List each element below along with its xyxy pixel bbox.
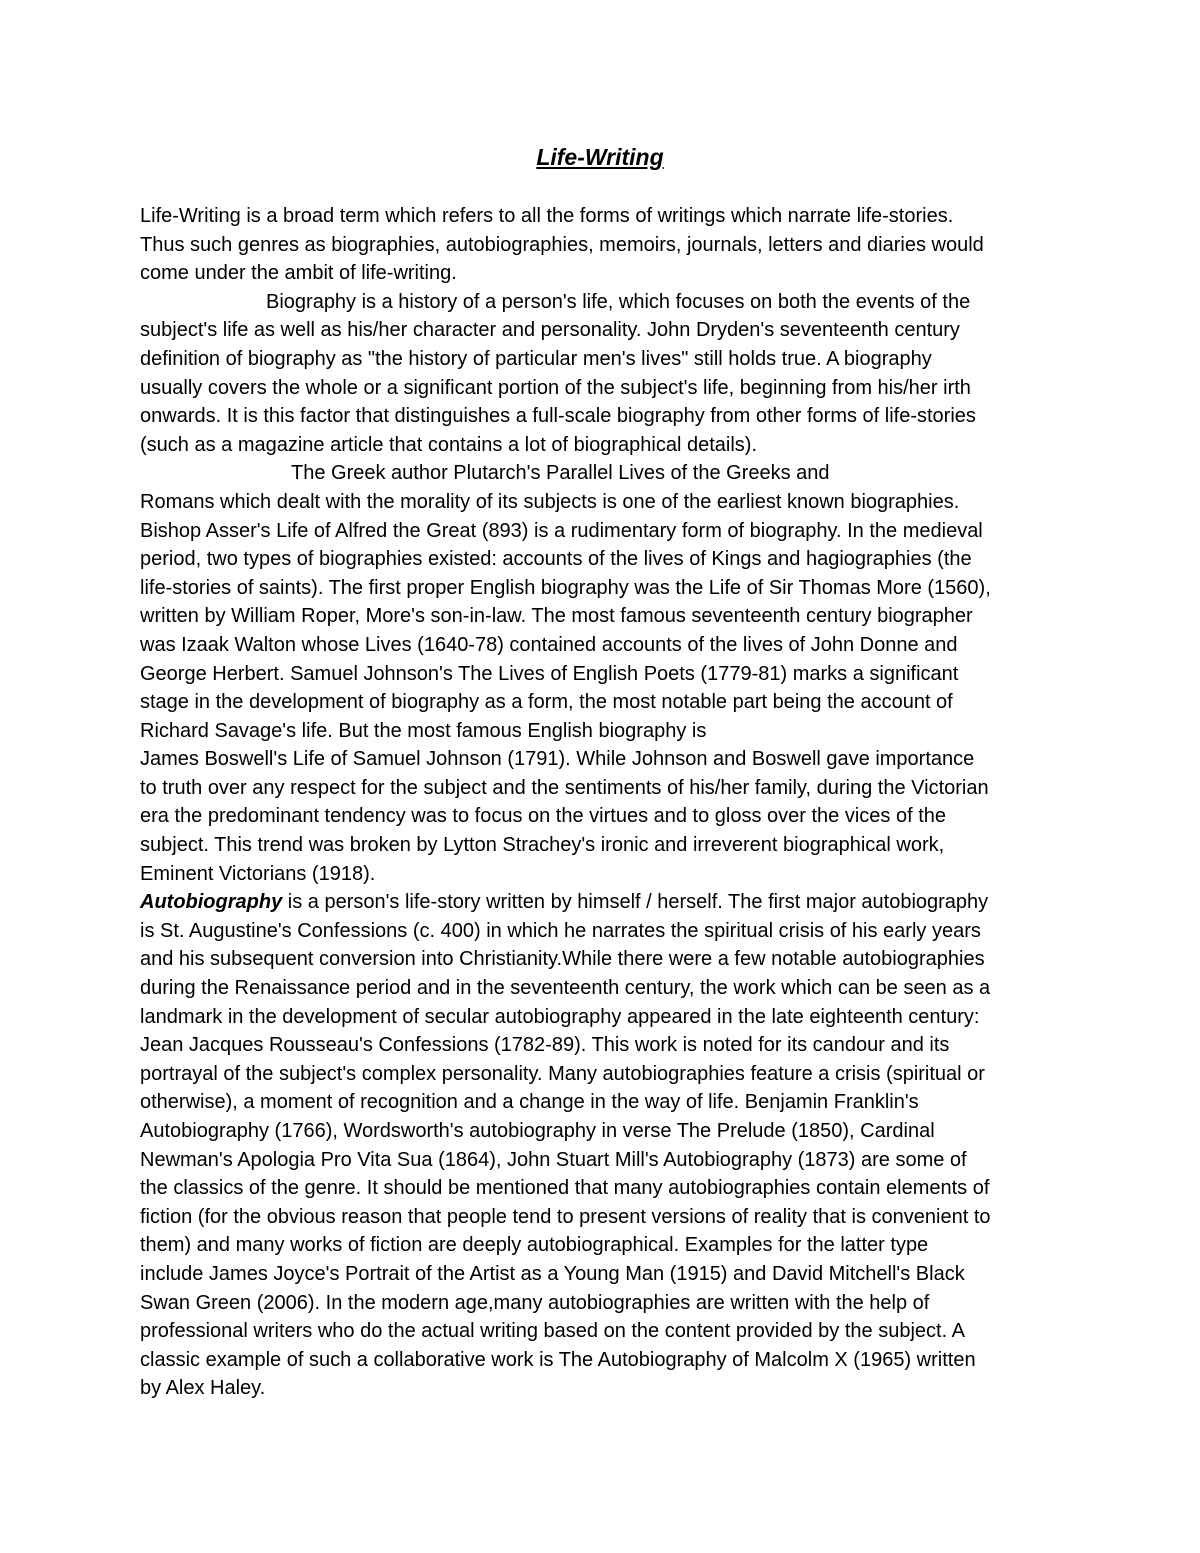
text-line: and his subsequent conversion into Christianity.While there were a few notable autobiographies: [140, 948, 985, 971]
text-line: (such as a magazine article that contains a lot of biographical details).: [140, 433, 758, 456]
text-line: stage in the development of biography as a form, the most notable part being the account of: [140, 691, 953, 714]
autobiography-first-line: [140, 888, 1080, 917]
autobiography-first-rest: is a person's life-story written by himself / herself. The first major autobiography: [282, 891, 989, 914]
text-line: period, two types of biographies existed: accounts of the lives of Kings and hagiographies (the: [140, 548, 972, 571]
text-line: Eminent Victorians (1918).: [140, 862, 376, 885]
text-line: life-stories of saints). The first proper English biography was the Life of Sir Thomas More (1560),: [140, 576, 991, 599]
text-line: Bishop Asser's Life of Alfred the Great (893) is a rudimentary form of biography. In the medieval: [140, 519, 983, 542]
text-line: Jean Jacques Rousseau's Confessions (1782-89). This work is noted for its candour and its: [140, 1034, 950, 1057]
text-line: the classics of the genre. It should be mentioned that many autobiographies contain elements of: [140, 1177, 990, 1200]
text-line: George Herbert. Samuel Johnson's The Lives of English Poets (1779-81) marks a significant: [140, 662, 959, 685]
text-line: professional writers who do the actual writing based on the content provided by the subject. A: [140, 1320, 965, 1343]
text-line: classic example of such a collaborative work is The Autobiography of Malcolm X (1965) written: [140, 1348, 976, 1371]
text-line: come under the ambit of life-writing.: [140, 262, 457, 285]
text-line: fiction (for the obvious reason that people tend to present versions of reality that is convenient to: [140, 1205, 991, 1228]
text-line: subject. This trend was broken by Lytton Strachey's ironic and irreverent biographical work,: [140, 834, 945, 857]
text-line: Autobiography (1766), Wordsworth's autobiography in verse The Prelude (1850), Cardinal: [140, 1120, 935, 1142]
text-line: by Alex Haley.: [140, 1377, 266, 1400]
text-line: onwards. It is this factor that distinguishes a full-scale biography from other forms of life-stories: [140, 405, 976, 428]
text-line: to truth over any respect for the subject and the sentiments of his/her family, during the Victorian: [140, 776, 989, 799]
text-line: was Izaak Walton whose Lives (1640-78) contained accounts of the lives of John Donne and: [140, 633, 958, 656]
text-line: definition of biography as "the history of particular men's lives" still holds true. A biography: [140, 347, 932, 370]
text-line: is St. Augustine's Confessions (c. 400) in which he narrates the spiritual crisis of his early years: [140, 919, 981, 942]
text-line: Biography is a history of a person's life, which focuses on both the events of the: [266, 290, 971, 313]
text-line: subject's life as well as his/her character and personality. John Dryden's seventeenth century: [140, 319, 960, 342]
text-line: portrayal of the subject's complex personality. Many autobiographies feature a crisis (spiritual or: [140, 1062, 985, 1085]
text-line: written by William Roper, More's son-in-law. The most famous seventeenth century biographer: [140, 605, 973, 628]
text-line: them) and many works of fiction are deeply autobiographical. Examples for the latter type: [140, 1234, 929, 1257]
text-line: Romans which dealt with the morality of its subjects is one of the earliest known biographies.: [140, 490, 960, 513]
text-line: otherwise), a moment of recognition and a change in the way of life. Benjamin Franklin's: [140, 1091, 919, 1114]
text-line: The Greek author Plutarch's Parallel Lives of the Greeks and: [291, 462, 830, 485]
text-line: Newman's Apologia Pro Vita Sua (1864), John Stuart Mill's Autobiography (1873) are some of: [140, 1148, 967, 1171]
page-title: Life-Writing: [536, 144, 664, 170]
text-line: era the predominant tendency was to focus on the virtues and to gloss over the vices of the: [140, 805, 947, 828]
text-line: usually covers the whole or a significant portion of the subject's life, beginning from his/her irth: [140, 376, 971, 399]
text-line: include James Joyce's Portrait of the Artist as a Young Man (1915) and David Mitchell's Black: [140, 1262, 965, 1285]
text-line: Life-Writing is a broad term which refers to all the forms of writings which narrate life-stories.: [140, 205, 954, 227]
text-line: landmark in the development of secular autobiography appeared in the late eighteenth century:: [140, 1005, 980, 1028]
text-line: Richard Savage's life. But the most famous English biography is: [140, 719, 707, 742]
text-line: Swan Green (2006). In the modern age,many autobiographies are written with the help of: [140, 1291, 930, 1314]
text-line: James Boswell's Life of Samuel Johnson (1791). While Johnson and Boswell gave importance: [140, 748, 975, 771]
text-line: during the Renaissance period and in the seventeenth century, the work which can be seen as a: [140, 977, 991, 1000]
text-line: Thus such genres as biographies, autobiographies, memoirs, journals, letters and diaries would: [140, 233, 984, 256]
autobiography-term: Autobiography: [140, 891, 283, 914]
body-text: [140, 202, 1080, 1403]
